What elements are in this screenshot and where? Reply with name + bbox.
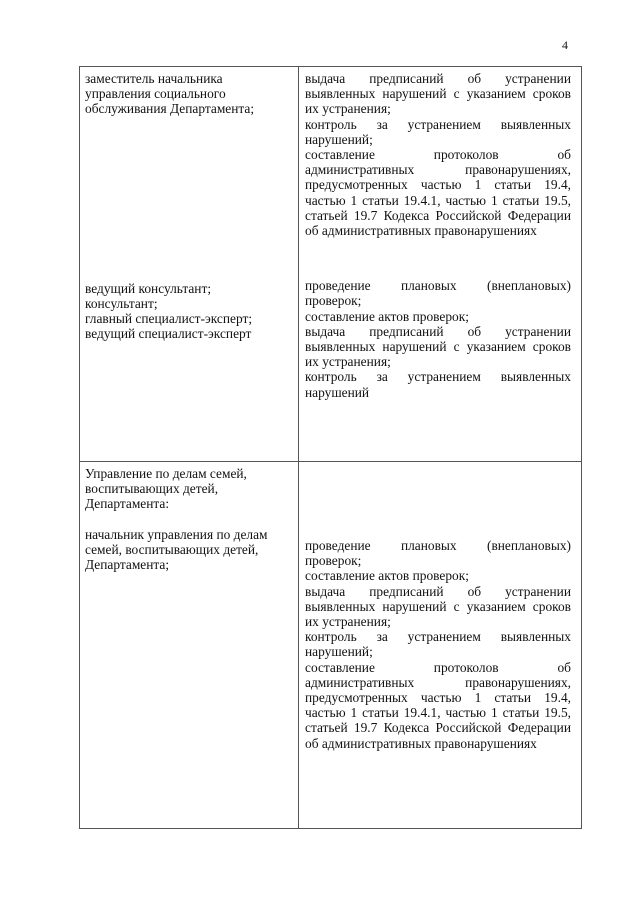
document-table (79, 66, 582, 829)
table-row (80, 67, 582, 462)
duty-text: выдача предписаний об устранении выявленных нарушений с указанием сроков их устранения; (305, 583, 571, 630)
duty-text: составление актов проверок; (305, 308, 469, 324)
duty-text: выдача предписаний об устранении выявленных нарушений с указанием сроков их устранения; (305, 71, 571, 117)
table-body (80, 67, 582, 829)
position-text: заместитель начальника управления социального обслуживания Департамента; (85, 71, 255, 117)
duty-text: составление протоколов об административных правонарушениях, предусмотренных частью 1 статьи 19.4, частью 1 статьи 19.4.1, частью 1 статьи 19.5, статьей 19.7 Кодекса Российской Федерации об административных правонарушениях (305, 147, 571, 239)
duty-text: контроль за устранением выявленных нарушений; (305, 116, 571, 147)
duty-text: контроль за устранением выявленных нарушений (305, 369, 571, 400)
position-text: начальник управления по делам семей, воспитывающих детей, Департамента; (85, 526, 268, 573)
duty-text: проведение плановых (внеплановых) проверок; (305, 278, 571, 309)
table-row (80, 462, 582, 829)
position-cell (80, 462, 299, 829)
position-text: Управление по делам семей, воспитывающих детей, Департамента: (85, 466, 247, 512)
position-cell (80, 67, 299, 462)
duty-text: контроль за устранением выявленных нарушений; (305, 629, 571, 660)
page-number: 4 (562, 38, 568, 52)
position-text: ведущий консультант; консультант; главный специалист-эксперт; ведущий специалист-эксперт (85, 280, 253, 342)
duty-text: составление протоколов об административных правонарушениях, предусмотренных частью 1 статьи 19.4, частью 1 статьи 19.4.1, частью 1 статьи 19.5, статьей 19.7 Кодекса Российской Федерации об административных правонарушениях (305, 659, 571, 751)
duties-cell (299, 67, 582, 462)
duty-text: выдача предписаний об устранении выявленных нарушений с указанием сроков их устранения; (305, 323, 571, 370)
duty-text: проведение плановых (внеплановых) проверок; (305, 538, 571, 569)
duty-text: составление актов проверок; (305, 568, 469, 584)
duties-cell (299, 462, 582, 829)
